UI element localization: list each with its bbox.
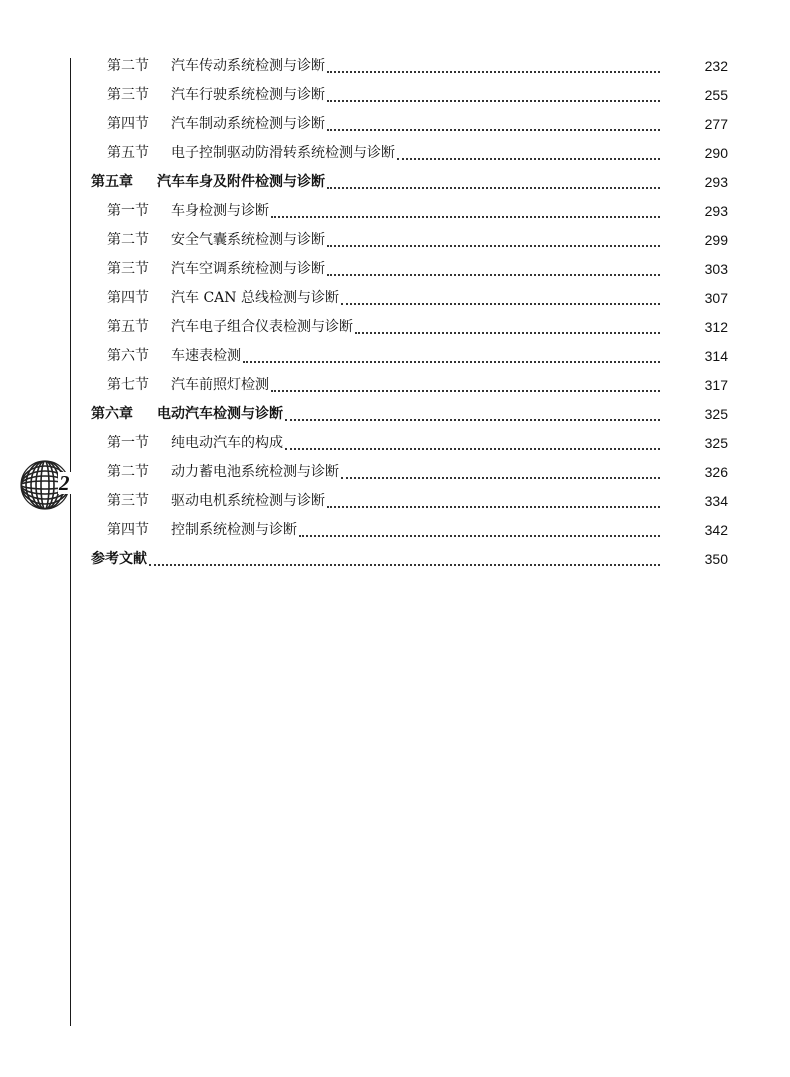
toc-entry-title: 汽车传动系统检测与诊断 [171, 58, 325, 74]
dot-leader [149, 563, 660, 566]
toc-entry-title: 汽车前照灯检测 [171, 377, 269, 393]
toc-section-entry[interactable] [0, 487, 790, 516]
toc-entry-page-number: 326 [704, 464, 728, 480]
toc-section-entry[interactable] [0, 81, 790, 110]
toc-section-entry[interactable] [0, 342, 790, 371]
dot-leader [397, 157, 660, 160]
page-number: 2 [59, 471, 70, 495]
toc-section-entry[interactable] [0, 429, 790, 458]
toc-entry-page-number: 232 [704, 58, 728, 74]
table-of-contents [0, 52, 790, 574]
toc-references-entry[interactable] [0, 545, 790, 574]
toc-entry-title: 动力蓄电池系统检测与诊断 [171, 464, 339, 480]
toc-entry-label: 第三节 [107, 493, 149, 509]
toc-entry-label: 第一节 [107, 435, 149, 451]
dot-leader [327, 70, 660, 73]
toc-section-entry[interactable] [0, 255, 790, 284]
toc-entry-label: 第七节 [107, 377, 149, 393]
dot-leader [243, 360, 660, 363]
toc-entry-title: 驱动电机系统检测与诊断 [171, 493, 325, 509]
toc-entry-title: 汽车空调系统检测与诊断 [171, 261, 325, 277]
toc-entry-label: 第二节 [107, 58, 149, 74]
toc-entry-title: 电动汽车检测与诊断 [157, 406, 283, 422]
dot-leader [285, 447, 660, 450]
toc-entry-title: 安全气囊系统检测与诊断 [171, 232, 325, 248]
dot-leader [327, 99, 660, 102]
toc-section-entry[interactable] [0, 458, 790, 487]
toc-section-entry[interactable] [0, 110, 790, 139]
toc-entry-label: 第五节 [107, 319, 149, 335]
toc-entry-page-number: 334 [704, 493, 728, 509]
toc-entry-label: 第四节 [107, 116, 149, 132]
toc-entry-title: 参考文献 [91, 551, 147, 567]
toc-entry-title: 纯电动汽车的构成 [171, 435, 283, 451]
toc-entry-title: 车身检测与诊断 [171, 203, 269, 219]
toc-entry-page-number: 342 [704, 522, 728, 538]
dot-leader [271, 389, 660, 392]
toc-entry-title: 汽车行驶系统检测与诊断 [171, 87, 325, 103]
toc-entry-page-number: 303 [704, 261, 728, 277]
toc-entry-page-number: 290 [704, 145, 728, 161]
toc-entry-page-number: 293 [704, 174, 728, 190]
toc-entry-label: 第四节 [107, 522, 149, 538]
toc-entry-page-number: 350 [704, 551, 728, 567]
toc-section-entry[interactable] [0, 52, 790, 81]
toc-entry-page-number: 307 [704, 290, 728, 306]
toc-entry-page-number: 317 [704, 377, 728, 393]
dot-leader [341, 476, 660, 479]
toc-section-entry[interactable] [0, 139, 790, 168]
toc-section-entry[interactable] [0, 284, 790, 313]
dot-leader [285, 418, 660, 421]
toc-entry-page-number: 314 [704, 348, 728, 364]
toc-entry-page-number: 325 [704, 435, 728, 451]
toc-section-entry[interactable] [0, 516, 790, 545]
toc-entry-title: 汽车车身及附件检测与诊断 [157, 174, 325, 190]
toc-entry-label: 第三节 [107, 261, 149, 277]
toc-entry-page-number: 312 [704, 319, 728, 335]
toc-entry-label: 第一节 [107, 203, 149, 219]
toc-entry-title: 控制系统检测与诊断 [171, 522, 297, 538]
toc-entry-title: 汽车电子组合仪表检测与诊断 [171, 319, 353, 335]
toc-entry-label: 第六章 [91, 406, 133, 422]
toc-entry-page-number: 277 [704, 116, 728, 132]
toc-entry-label: 第六节 [107, 348, 149, 364]
toc-section-entry[interactable] [0, 197, 790, 226]
dot-leader [327, 505, 660, 508]
dot-leader [299, 534, 660, 537]
toc-entry-label: 第三节 [107, 87, 149, 103]
toc-entry-page-number: 299 [704, 232, 728, 248]
dot-leader [327, 128, 660, 131]
dot-leader [327, 186, 660, 189]
dot-leader [355, 331, 660, 334]
dot-leader [327, 273, 660, 276]
dot-leader [271, 215, 660, 218]
toc-section-entry[interactable] [0, 313, 790, 342]
toc-section-entry[interactable] [0, 371, 790, 400]
toc-entry-title: 电子控制驱动防滑转系统检测与诊断 [171, 145, 395, 161]
dot-leader [341, 302, 660, 305]
toc-chapter-entry[interactable] [0, 400, 790, 429]
toc-entry-label: 第二节 [107, 464, 149, 480]
toc-entry-title: 车速表检测 [171, 348, 241, 364]
toc-entry-title: 汽车制动系统检测与诊断 [171, 116, 325, 132]
toc-entry-page-number: 255 [704, 87, 728, 103]
toc-entry-label: 第二节 [107, 232, 149, 248]
toc-entry-page-number: 293 [704, 203, 728, 219]
toc-chapter-entry[interactable] [0, 168, 790, 197]
toc-entry-page-number: 325 [704, 406, 728, 422]
toc-entry-label: 第四节 [107, 290, 149, 306]
dot-leader [327, 244, 660, 247]
toc-entry-title: 汽车 CAN 总线检测与诊断 [171, 290, 339, 306]
toc-entry-label: 第五章 [91, 174, 133, 190]
toc-entry-label: 第五节 [107, 145, 149, 161]
toc-section-entry[interactable] [0, 226, 790, 255]
